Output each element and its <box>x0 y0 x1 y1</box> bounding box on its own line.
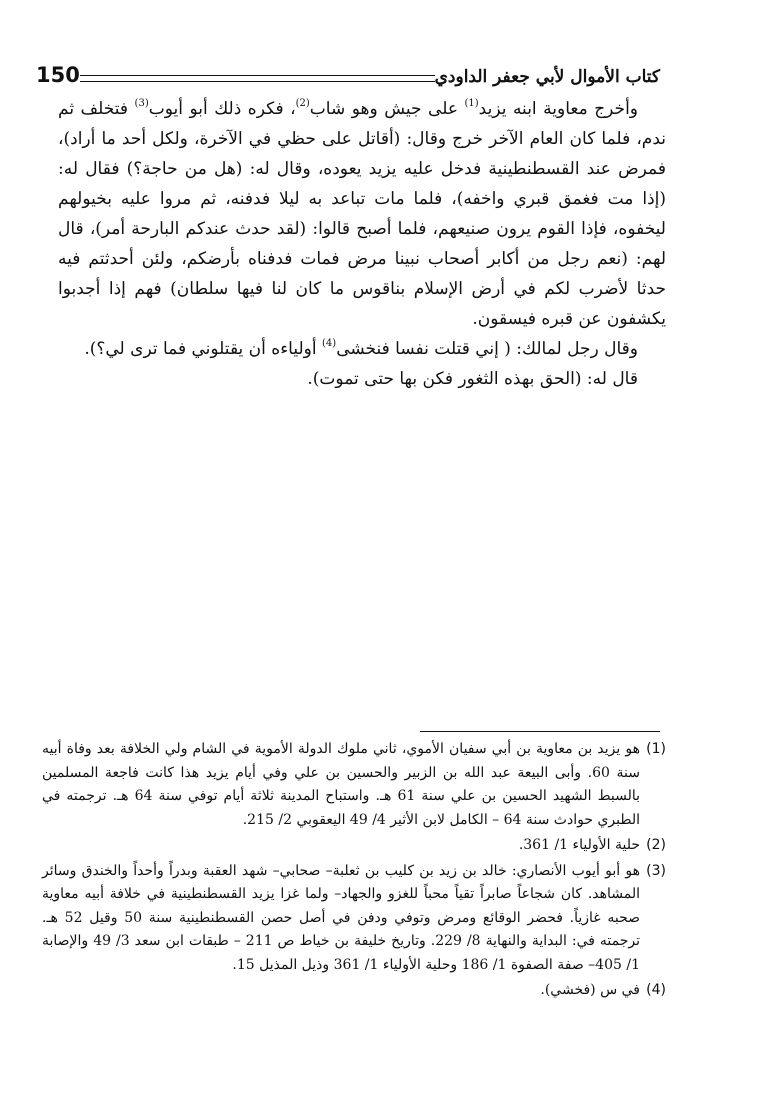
book-title: كتاب الأموال لأبي جعفر الداودي <box>434 67 660 87</box>
footnote-number: (2) <box>646 837 666 853</box>
paragraph-1-part-b: على جيش وهو شاب <box>309 99 465 119</box>
paragraph-1-part-c: ، فكره ذلك أبو أيوب <box>148 99 296 119</box>
paragraph-1-part-a: وأخرج معاوية ابنه يزيد <box>478 99 639 119</box>
footnotes <box>42 738 666 1005</box>
footnote-ref-4[interactable]: (4) <box>322 338 337 349</box>
paragraph-3: قال له: (الحق بهذه الثغور فكن بها حتى تموت). <box>307 369 638 389</box>
footnote-4 <box>42 979 666 1003</box>
footnote-1 <box>42 738 666 832</box>
footnote-text: في س (فخشي). <box>540 982 640 998</box>
footnote-ref-3[interactable]: (3) <box>134 98 149 109</box>
footnote-number: (4) <box>646 982 666 998</box>
paragraph-2 <box>58 334 666 364</box>
footnote-3 <box>42 860 666 978</box>
page-number: 150 <box>36 63 80 87</box>
footnote-number: (3) <box>646 862 666 879</box>
footnote-separator <box>420 731 660 732</box>
paragraph-2-part-b: أولياءه أن يقتلوني فما ترى لي؟). <box>84 339 323 359</box>
paragraph-1 <box>58 94 666 334</box>
paragraph-2-part-a: وقال رجل لمالك: ( إني قتلت نفسا فنخشى <box>336 339 638 359</box>
main-text <box>58 94 666 394</box>
page-header <box>30 58 666 88</box>
footnote-text: هو أبو أيوب الأنصاري: خالد بن زيد بن كليب بن ثعلبة– صحابي– شهد العقبة وبدراً وأحداً والخندق وسائر المشاهد. كان شجاعاً صابراً تقياً محباً للغزو والجهاد– ولما غزا يزيد القسطنطينية في خلافة أبيه معاوية صحبه غازياً. فحضر الوقائع ومرض وتوفي ودفن في أصل حصن القسطنطينية سنة 50 وقيل 52 هـ. ترجمته في: البداية والنهاية 8/ 229. وتاريخ خليفة بن خياط ص 211 – طبقات ابن سعد 3/ 49 والإصابة 1/ 405– صفة الصفوة 1/ 186 وحلية الأولياء 1/ 361 وذيل المذيل 15. <box>42 862 641 973</box>
paragraph-1-part-d: فتخلف ثم ندم، فلما كان العام الآخر خرج وقال: (أقاتل على حظي في الآخرة، ولكل أحد ما أراد)، فمرض عند القسطنطينية فدخل عليه يزيد يعوده، وقال له: (هل من حاجة؟) فقال له: (إذا مت فغمق قبري واخفه)، فلما مات تباعد به ليلا فدفنه، ثم مروا عليه بخيولهم ليخفوه، فإذا القوم يرون صنيعهم، فلما أصبح قالوا: (لقد حدث عندكم البارحة أمر)، قال لهم: (نعم رجل من أكابر أصحاب نبينا مرض فمات فدفناه بأرضكم، ولئن أحدثتم فيه حدثا لأضرب لكم في أرض الإسلام بناقوس ما كان لنا فيها سلطان) فهم إذا أجدبوا يكشفون عن قبره فيسقون. <box>58 99 666 329</box>
header-double-rule <box>80 75 435 82</box>
footnote-number: (1) <box>646 741 666 757</box>
footnote-2 <box>42 834 666 858</box>
footnote-text: هو يزيد بن معاوية بن أبي سفيان الأموي، ثاني ملوك الدولة الأموية في الشام ولي الخلافة بعد وفاة أبيه سنة 60. وأبى البيعة عبد الله بن الزبير والحسين بن علي وفي أيام يزيد هذا كانت فاجعة المسلمين بالسبط الشهيد الحسين بن علي سنة 61 هـ. واستباح المدينة ثلاثة أيام توفي سنة 64 هـ. ترجمته في الطبري حوادث سنة 64 – الكامل لابن الأثير 4/ 49 اليعقوبي 2/ 215. <box>42 741 640 828</box>
footnote-ref-2[interactable]: (2) <box>295 98 310 109</box>
footnote-text: حلية الأولياء 1/ 361. <box>518 837 640 853</box>
footnote-ref-1[interactable]: (1) <box>464 98 479 109</box>
